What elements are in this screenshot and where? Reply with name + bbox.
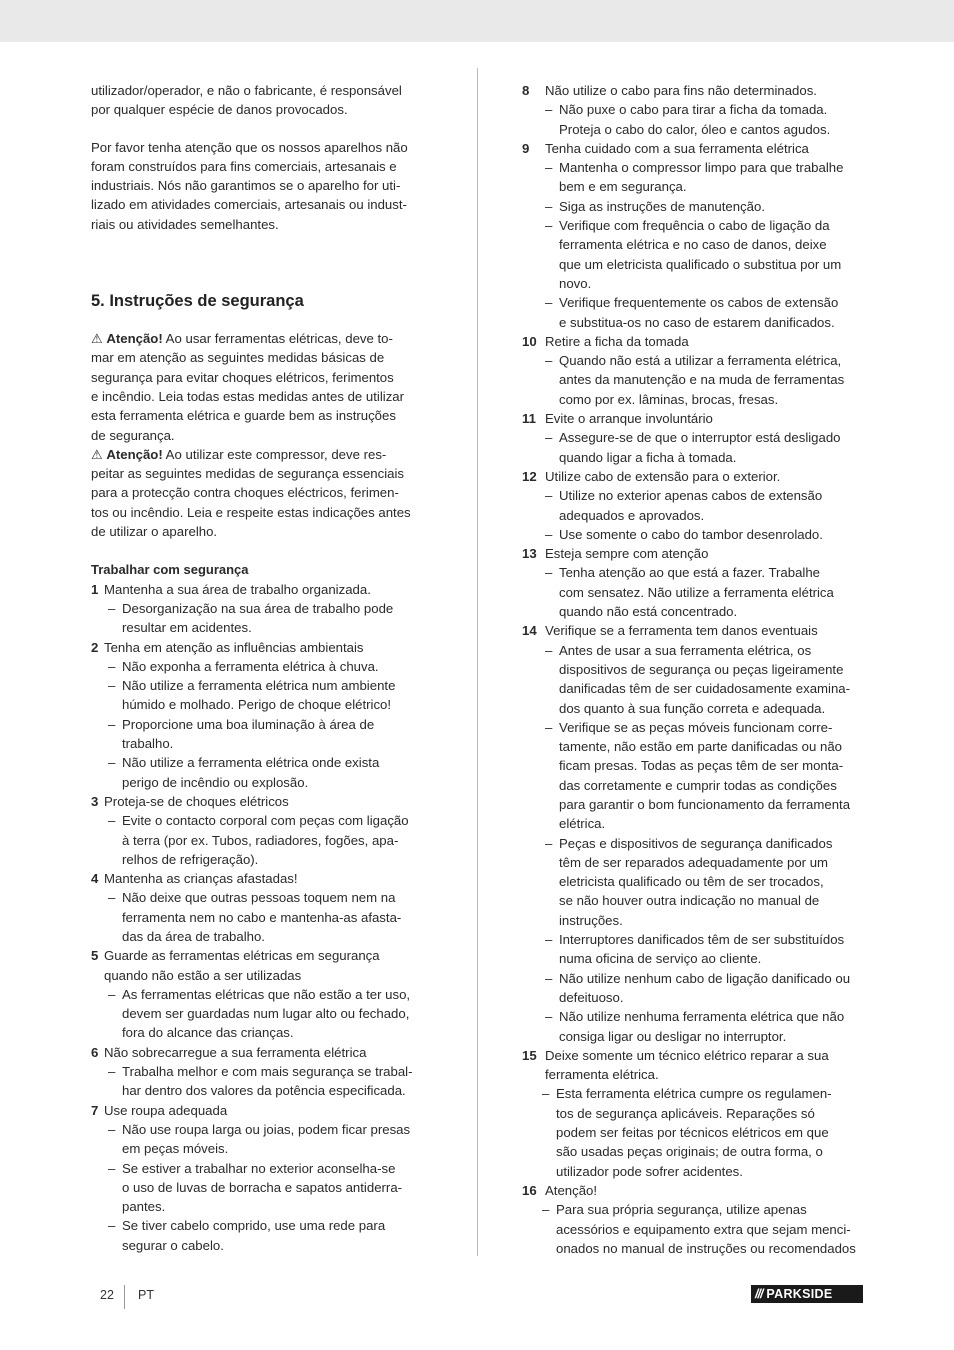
dash-bullet: –	[545, 102, 553, 118]
text-line: trabalho.	[122, 736, 174, 752]
sub-bullet	[522, 428, 864, 467]
list-item	[91, 1101, 433, 1255]
text-line: quando ligar a ficha à tomada.	[559, 449, 737, 465]
sub-bullet-text	[559, 969, 864, 1008]
list-item	[91, 1043, 433, 1101]
text-line: pantes.	[122, 1199, 166, 1215]
text-line: dos quanto à sua função correta e adequada.	[559, 700, 826, 716]
sub-bullet	[522, 351, 864, 409]
text-line: Mantenha o compressor limpo para que trabalhe	[559, 160, 844, 176]
safety-list-right	[522, 81, 864, 1258]
item-number: 3	[91, 793, 99, 809]
warning-block-2	[91, 445, 433, 541]
item-number: 7	[91, 1102, 99, 1118]
text-line: Proteja o cabo do calor, óleo e cantos agudos.	[559, 121, 831, 137]
text-line: à terra (por ex. Tubos, radiadores, fogões, apa-	[122, 832, 399, 848]
text-line: Não utilize nenhum cabo de ligação danificado ou	[559, 970, 851, 986]
list-item	[522, 1046, 864, 1181]
dash-bullet: –	[545, 488, 553, 504]
item-number: 14	[522, 623, 537, 639]
item-title-row	[91, 869, 433, 888]
dash-bullet: –	[108, 813, 116, 829]
text-line: Esta ferramenta elétrica cumpre os regulamen-	[556, 1086, 832, 1102]
text-line: são usadas peças originais; de outra forma, o	[556, 1144, 823, 1160]
text-line: Trabalha melhor e com mais segurança se trabal-	[122, 1064, 413, 1080]
sub-bullet-text	[559, 641, 864, 718]
item-title: Mantenha a sua área de trabalho organizada.	[104, 581, 371, 597]
text-line: numa oficina de serviço ao cliente.	[559, 951, 762, 967]
text-line: Proporcione uma boa iluminação à área de	[122, 716, 375, 732]
list-item	[91, 792, 433, 869]
sub-bullet-text	[122, 985, 433, 1043]
text-line: acessórios e equipamento extra que sejam menci-	[556, 1221, 851, 1237]
sub-bullet-text	[559, 197, 864, 216]
sub-bullet	[91, 1120, 433, 1159]
text-line: de utilizar o aparelho.	[91, 524, 218, 540]
item-title: Retire a ficha da tomada	[545, 333, 689, 349]
sub-bullet	[91, 1159, 433, 1217]
text-line: Se tiver cabelo comprido, use uma rede para	[122, 1218, 386, 1234]
warning-text: Ao usar ferramentas elétricas, deve to-	[162, 331, 393, 347]
dash-bullet: –	[545, 198, 553, 214]
text-line: defeituoso.	[559, 989, 624, 1005]
sub-bullet	[522, 930, 864, 969]
warning-label: Atenção!	[106, 446, 163, 462]
list-item	[522, 332, 864, 409]
item-title-row	[91, 580, 433, 599]
dash-bullet: –	[108, 1121, 116, 1137]
sub-bullet-text	[122, 753, 433, 792]
item-number: 5	[91, 948, 99, 964]
dash-bullet: –	[108, 986, 116, 1002]
sub-bullet-text	[122, 715, 433, 754]
dash-bullet: –	[545, 160, 553, 176]
text-line: quando não está concentrado.	[559, 604, 738, 620]
text-line: Verifique se as peças móveis funcionam corre-	[559, 719, 833, 735]
item-title-row	[91, 946, 433, 965]
item-number: 11	[522, 411, 536, 427]
text-line: como por ex. lâminas, brocas, fresas.	[559, 391, 779, 407]
text-line: industriais. Nós não garantimos se o aparelho for uti-	[91, 178, 401, 194]
sub-bullet-text	[559, 486, 864, 525]
sub-bullet	[522, 216, 864, 293]
dash-bullet: –	[108, 716, 116, 732]
item-title-row	[522, 81, 864, 100]
item-title: Não utilize o cabo para fins não determinados.	[545, 83, 817, 98]
text-line: foram construídos para fins comerciais, artesanais e	[91, 158, 397, 174]
item-number: 16	[522, 1182, 537, 1198]
text-line: Peças e dispositivos de segurança danificados	[559, 835, 833, 851]
sub-bullet	[91, 985, 433, 1043]
text-line: Para sua própria segurança, utilize apenas	[556, 1202, 807, 1218]
item-title-row	[522, 467, 864, 486]
text-line: Verifique com frequência o cabo de ligação da	[559, 218, 830, 234]
sub-bullet-text	[122, 1062, 433, 1101]
text-line: Por favor tenha atenção que os nossos aparelhos não	[91, 139, 408, 155]
footer-separator	[124, 1285, 125, 1309]
dash-bullet: –	[108, 678, 116, 694]
text-line: para a protecção contra choques eléctricos, ferimen-	[91, 485, 399, 501]
parkside-logo	[751, 1285, 863, 1303]
dash-bullet: –	[108, 1218, 116, 1234]
text-line: riais ou atividades semelhantes.	[91, 216, 279, 232]
sub-bullet	[522, 197, 864, 216]
text-line: perigo de incêndio ou explosão.	[122, 774, 309, 790]
column-divider	[477, 68, 478, 1256]
item-title: Use roupa adequada	[104, 1102, 228, 1118]
page-number: 22	[100, 1288, 114, 1302]
item-number: 13	[522, 546, 537, 562]
top-band	[0, 0, 954, 42]
text-line: peitar as seguintes medidas de segurança essenciais	[91, 466, 405, 482]
sub-bullet-text	[122, 1120, 433, 1159]
item-title: Evite o arranque involuntário	[545, 411, 713, 427]
item-title-row	[522, 621, 864, 640]
item-title-row	[522, 1046, 864, 1065]
sub-bullet	[522, 641, 864, 718]
text-line: lizado em atividades comerciais, artesanais ou indust-	[91, 197, 407, 213]
sub-bullet-text	[122, 811, 433, 869]
dash-bullet: –	[545, 932, 553, 948]
text-line: ficam presas. Todas as peças têm de ser monta-	[559, 758, 844, 774]
text-line: ferramenta nem no cabo e mantenha-as afasta-	[122, 909, 402, 925]
sub-bullet	[522, 525, 864, 544]
sub-bullet	[522, 1084, 864, 1180]
sub-bullet-text	[556, 1200, 864, 1258]
text-line: adequados e aprovados.	[559, 507, 705, 523]
text-line: Não use roupa larga ou joias, podem ficar presas	[122, 1121, 411, 1137]
dash-bullet: –	[108, 1160, 116, 1176]
text-line: e substitua-os no caso de estarem danificados.	[559, 314, 835, 330]
sub-bullet	[91, 676, 433, 715]
text-line: eletricista qualificado ou têm de ser trocados,	[559, 874, 824, 890]
item-title: Tenha em atenção as influências ambientais	[104, 639, 364, 655]
dash-bullet: –	[545, 353, 553, 369]
item-number: 6	[91, 1044, 99, 1060]
text-line: Não exponha a ferramenta elétrica à chuva.	[122, 658, 379, 674]
text-line: Tenha atenção ao que está a fazer. Trabalhe	[559, 565, 821, 581]
sub-bullet-text	[122, 888, 433, 946]
list-item	[91, 869, 433, 946]
sub-bullet-text	[559, 428, 864, 467]
text-line: dispositivos de segurança ou peças ligeiramente	[559, 661, 844, 677]
list-item	[522, 1181, 864, 1258]
list-item	[522, 621, 864, 1046]
warning-text: Ao utilizar este compressor, deve res-	[162, 446, 387, 462]
text-line: Desorganização na sua área de trabalho pode	[122, 600, 394, 616]
intro-paragraph-1	[91, 81, 433, 120]
text-line: Evite o contacto corporal com peças com ligação	[122, 813, 409, 829]
list-item	[522, 544, 864, 621]
sub-bullet-text	[559, 216, 864, 293]
sub-bullet-text	[559, 834, 864, 930]
sub-bullet	[522, 563, 864, 621]
dash-bullet: –	[108, 1064, 116, 1080]
text-line: Se estiver a trabalhar no exterior aconselha-se	[122, 1160, 396, 1176]
warning-block-1	[91, 329, 433, 445]
sub-bullet	[522, 834, 864, 930]
item-title-row	[522, 409, 864, 428]
text-line: elétrica.	[559, 816, 606, 832]
right-column	[522, 81, 864, 1258]
sub-bullet-text	[122, 599, 433, 638]
sub-bullet	[522, 1200, 864, 1258]
sub-bullet	[522, 718, 864, 834]
text-line: bem e em segurança.	[559, 179, 687, 195]
text-line: de segurança.	[91, 427, 175, 443]
text-line: Não deixe que outras pessoas toquem nem na	[122, 890, 396, 906]
list-item	[522, 467, 864, 544]
item-title: Mantenha as crianças afastadas!	[104, 871, 298, 887]
text-line: Verifique frequentemente os cabos de extensão	[559, 295, 839, 311]
dash-bullet: –	[545, 430, 553, 446]
intro-paragraph-2	[91, 138, 433, 234]
sub-bullet	[91, 1216, 433, 1255]
text-line: resultar em acidentes.	[122, 620, 252, 636]
item-number: 2	[91, 639, 99, 655]
sub-bullet	[522, 293, 864, 332]
text-line: Assegure-se de que o interruptor está desligado	[559, 430, 841, 446]
text-line: das da área de trabalho.	[122, 928, 265, 944]
sub-bullet	[91, 753, 433, 792]
language-code: PT	[138, 1288, 154, 1302]
list-item	[91, 638, 433, 792]
item-title-row	[91, 792, 433, 811]
text-line: se não houver outra indicação no manual de	[559, 893, 820, 909]
item-number: 10	[522, 333, 537, 349]
dash-bullet: –	[545, 835, 553, 851]
text-line	[91, 445, 433, 464]
dash-bullet: –	[545, 970, 553, 986]
item-title-row	[91, 638, 433, 657]
text-line: segurar o cabelo.	[122, 1237, 224, 1253]
text-line: segurança para evitar choques elétricos, ferimentos	[91, 369, 394, 385]
item-title-row	[91, 1101, 433, 1120]
text-line: e incêndio. Leia todas estas medidas antes de utilizar	[91, 388, 405, 404]
text-line: utilizador pode sofrer acidentes.	[556, 1163, 743, 1179]
sub-bullet-text	[122, 657, 433, 676]
text-line: fora do alcance das crianças.	[122, 1025, 294, 1041]
dash-bullet: –	[545, 719, 553, 735]
item-title: Utilize cabo de extensão para o exterior.	[545, 468, 781, 484]
sub-bullet	[91, 1062, 433, 1101]
item-title: ferramenta elétrica.	[545, 1067, 659, 1083]
item-title: Proteja-se de choques elétricos	[104, 793, 289, 809]
item-number: 8	[522, 83, 530, 98]
sub-bullet	[91, 599, 433, 638]
item-title: Guarde as ferramentas elétricas em segurança	[104, 948, 380, 964]
sub-bullet	[522, 100, 864, 139]
text-line: Antes de usar a sua ferramenta elétrica, os	[559, 642, 812, 658]
item-title: Atenção!	[545, 1182, 598, 1198]
dash-bullet: –	[545, 218, 553, 234]
text-line: Quando não está a utilizar a ferramenta elétrica,	[559, 353, 842, 369]
dash-bullet: –	[108, 890, 116, 906]
dash-bullet: –	[542, 1202, 550, 1218]
item-title: Não sobrecarregue a sua ferramenta elétrica	[104, 1044, 367, 1060]
dash-bullet: –	[545, 295, 553, 311]
sub-bullet-text	[559, 158, 864, 197]
text-line: As ferramentas elétricas que não estão a ter uso,	[122, 986, 411, 1002]
text-line	[91, 329, 433, 348]
text-line: har dentro dos valores da potência especificada.	[122, 1083, 406, 1099]
left-column	[91, 81, 433, 1255]
sub-bullet	[522, 969, 864, 1008]
item-number: 1	[91, 581, 99, 597]
text-line: em peças móveis.	[122, 1141, 229, 1157]
item-title-row	[522, 1181, 864, 1200]
text-line: instruções.	[559, 912, 623, 928]
text-line: Não puxe o cabo para tirar a ficha da tomada.	[559, 102, 828, 118]
sub-bullet	[91, 715, 433, 754]
sub-bullet-text	[559, 100, 864, 139]
dash-bullet: –	[108, 755, 116, 771]
text-line: danificadas têm de ser cuidadosamente examina-	[559, 681, 851, 697]
logo-mark: ///	[755, 1287, 763, 1301]
item-title: Deixe somente um técnico elétrico reparar a sua	[545, 1047, 829, 1063]
item-title: Esteja sempre com atenção	[545, 546, 709, 562]
text-line: para garantir o bom funcionamento da ferramenta	[559, 796, 851, 812]
item-title-row	[91, 1043, 433, 1062]
list-item	[91, 946, 433, 1042]
sub-bullet-text	[559, 525, 864, 544]
text-line: novo.	[559, 275, 592, 291]
text-line: Siga as instruções de manutenção.	[559, 198, 765, 214]
text-line: por qualquer espécie de danos provocados.	[91, 102, 348, 118]
list-item	[91, 580, 433, 638]
text-line: mar em atenção as seguintes medidas básicas de	[91, 350, 385, 366]
sub-bullet-text	[559, 930, 864, 969]
text-line: Não utilize nenhuma ferramenta elétrica que não	[559, 1009, 845, 1025]
list-item	[522, 139, 864, 332]
text-line: esta ferramenta elétrica e guarde bem as instruções	[91, 408, 396, 424]
text-line: relhos de refrigeração).	[122, 851, 259, 867]
sub-bullet-text	[122, 1159, 433, 1217]
text-line: têm de ser reparados adequadamente por um	[559, 854, 829, 870]
sub-bullet-text	[559, 1007, 864, 1046]
text-line: Use somente o cabo do tambor desenrolado.	[559, 526, 823, 542]
dash-bullet: –	[545, 642, 553, 658]
text-line: húmido e molhado. Perigo de choque elétrico!	[122, 697, 392, 713]
text-line: antes da manutenção e na muda de ferramentas	[559, 372, 845, 388]
text-line: Não utilize a ferramenta elétrica onde exista	[122, 755, 380, 771]
item-number: 9	[522, 140, 530, 156]
logo-text: PARKSIDE	[766, 1287, 833, 1301]
sub-bullet	[91, 657, 433, 676]
sub-bullet-text	[559, 293, 864, 332]
text-line: com sensatez. Não utilize a ferramenta elétrica	[559, 584, 834, 600]
dash-bullet: –	[545, 565, 553, 581]
dash-bullet: –	[108, 600, 116, 616]
item-number: 12	[522, 468, 537, 484]
sub-bullet-text	[559, 351, 864, 409]
safety-list-left	[91, 580, 433, 1255]
text-line: podem ser feitas por técnicos elétricos em que	[556, 1125, 829, 1141]
text-line: o uso de luvas de borracha e sapatos antiderra-	[122, 1179, 403, 1195]
item-title: quando não estão a ser utilizadas	[104, 967, 302, 983]
text-line: tamente, não estão em parte danificadas ou não	[559, 739, 842, 755]
text-line: onados no manual de instruções ou recomendados	[556, 1240, 856, 1256]
sub-bullet-text	[559, 563, 864, 621]
dash-bullet: –	[108, 658, 116, 674]
list-item	[522, 409, 864, 467]
text-line: utilizador/operador, e não o fabricante, é responsável	[91, 83, 402, 98]
text-line: das corretamente e cumprir todas as condições	[559, 777, 837, 793]
text-line: Utilize no exterior apenas cabos de extensão	[559, 488, 823, 504]
text-line: devem ser guardadas num lugar alto ou fechado,	[122, 1006, 410, 1022]
sub-bullet-text	[122, 676, 433, 715]
item-title-row	[522, 139, 864, 158]
sub-bullet-text	[122, 1216, 433, 1255]
dash-bullet: –	[542, 1086, 550, 1102]
sub-bullet-text	[556, 1084, 864, 1180]
text-line: Interruptores danificados têm de ser substituídos	[559, 932, 845, 948]
item-title-row	[522, 332, 864, 351]
list-item	[522, 81, 864, 139]
section-heading: 5. Instruções de segurança	[91, 292, 304, 311]
subheading: Trabalhar com segurança	[91, 562, 249, 578]
sub-bullet-text	[559, 718, 864, 834]
text-line: que um eletricista qualificado o substitua por um	[559, 256, 842, 272]
dash-bullet: –	[545, 1009, 553, 1025]
sub-bullet	[522, 158, 864, 197]
sub-bullet	[91, 888, 433, 946]
dash-bullet: –	[545, 526, 553, 542]
text-line: ferramenta elétrica e no caso de danos, deixe	[559, 237, 827, 253]
text-line: tos de segurança aplicáveis. Reparações só	[556, 1105, 815, 1121]
sub-bullet	[522, 1007, 864, 1046]
warning-triangle-icon: ⚠	[91, 331, 103, 347]
warning-label: Atenção!	[106, 331, 163, 347]
text-line: Não utilize a ferramenta elétrica num ambiente	[122, 678, 396, 694]
text-line: tos ou incêndio. Leia e respeite estas indicações antes	[91, 504, 411, 520]
text-line: consiga ligar ou desligar no interruptor.	[559, 1028, 787, 1044]
item-number: 15	[522, 1047, 537, 1063]
item-title: Verifique se a ferramenta tem danos eventuais	[545, 623, 818, 639]
item-number: 4	[91, 871, 99, 887]
sub-bullet	[522, 486, 864, 525]
sub-bullet	[91, 811, 433, 869]
warning-triangle-icon: ⚠	[91, 446, 103, 462]
item-title: Tenha cuidado com a sua ferramenta elétrica	[545, 140, 809, 156]
item-title-row	[522, 544, 864, 563]
